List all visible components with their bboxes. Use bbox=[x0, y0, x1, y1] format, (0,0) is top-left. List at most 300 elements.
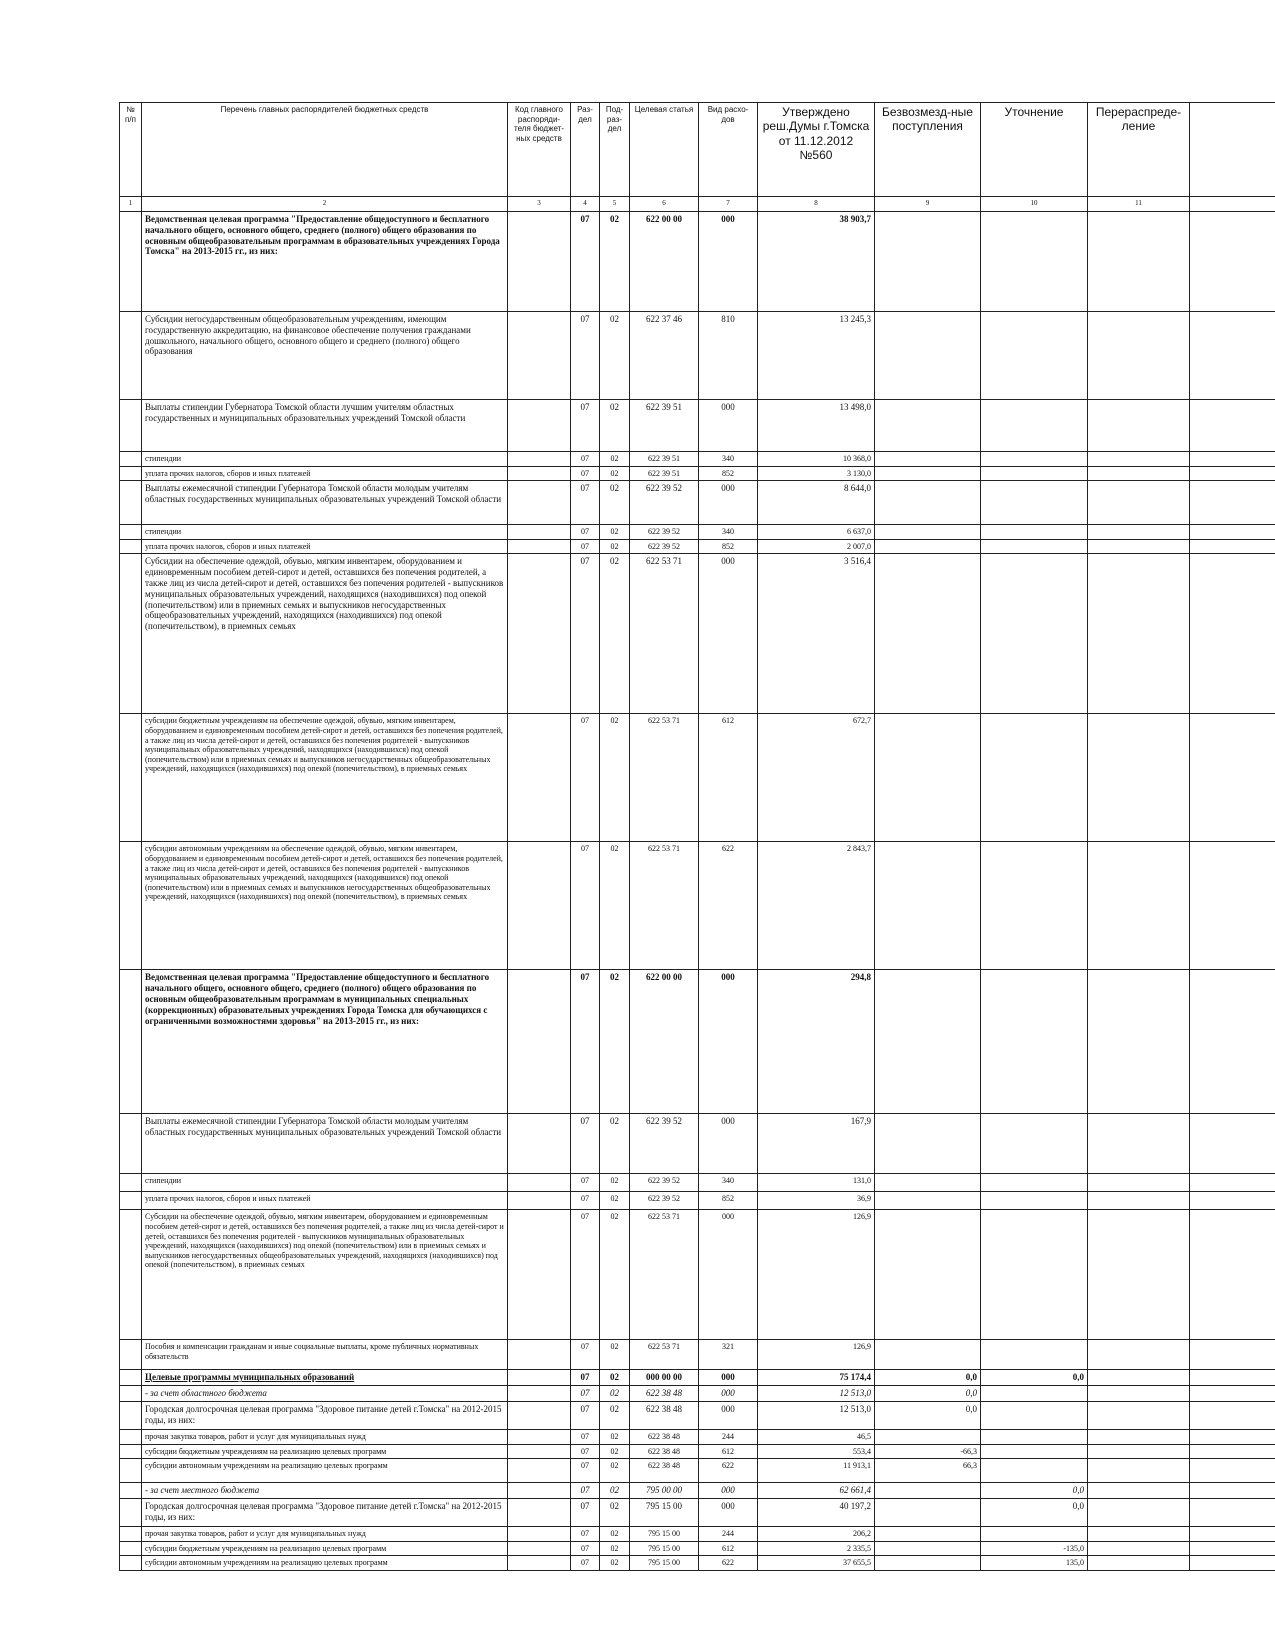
cell-razdel: 07 bbox=[571, 1541, 600, 1556]
col-header-approved: Утверждено реш.Думы г.Томска от 11.12.2012 №560 bbox=[758, 103, 875, 197]
cell-razdel: 07 bbox=[571, 1459, 600, 1483]
cell-number bbox=[120, 1444, 142, 1459]
cell-podrazdel: 02 bbox=[600, 1192, 630, 1210]
cell-realloc bbox=[1088, 1498, 1190, 1526]
cell-podrazdel: 02 bbox=[600, 1483, 630, 1499]
cell-name: прочая закупка товаров, работ и услуг для муниципальных нужд bbox=[142, 1429, 508, 1444]
cell-change bbox=[981, 212, 1088, 312]
table-row bbox=[120, 539, 1275, 554]
cell-change bbox=[981, 1174, 1088, 1192]
table-row bbox=[120, 1210, 1275, 1340]
cell-number bbox=[120, 1526, 142, 1541]
cell-name: Субсидии негосударственным общеобразовательным учреждениям, имеющим государственную аккредитацию, на финансовое обеспечение получения гражданами дошкольного, начального общего, основного общего и среднего (полного) общего образования bbox=[142, 312, 508, 400]
cell-realloc bbox=[1088, 842, 1190, 970]
cell-code bbox=[508, 452, 571, 467]
cell-vid: 622 bbox=[699, 1556, 758, 1571]
table-row bbox=[120, 400, 1275, 452]
cell-podrazdel: 02 bbox=[600, 1340, 630, 1370]
cell-code bbox=[508, 525, 571, 540]
cell-razdel: 07 bbox=[571, 1386, 600, 1402]
cell-statya: 622 39 52 bbox=[630, 1192, 699, 1210]
cell-extra bbox=[1190, 466, 1275, 481]
cell-change bbox=[981, 1192, 1088, 1210]
cell-grants bbox=[875, 1541, 981, 1556]
cell-grants bbox=[875, 525, 981, 540]
cell-vid: 622 bbox=[699, 1459, 758, 1483]
col-number: 3 bbox=[508, 197, 571, 212]
cell-number bbox=[120, 1370, 142, 1386]
cell-extra bbox=[1190, 452, 1275, 467]
cell-change bbox=[981, 842, 1088, 970]
cell-code bbox=[508, 1556, 571, 1571]
cell-number bbox=[120, 312, 142, 400]
cell-podrazdel: 02 bbox=[600, 1210, 630, 1340]
cell-approved: 62 661,4 bbox=[758, 1483, 875, 1499]
cell-razdel: 07 bbox=[571, 539, 600, 554]
cell-change bbox=[981, 1401, 1088, 1429]
cell-name: уплата прочих налогов, сборов и иных платежей bbox=[142, 539, 508, 554]
cell-name: Ведомственная целевая программа "Предоставление общедоступного и бесплатного начального общего, основного общего, среднего (полного) общего образования по основным общеобразовательным программам в муниципальных специальных (коррекционных) образовательных учреждениях Города Томска для обучающихся с ограниченными возможностями здоровья" на 2013-2015 гг., из них: bbox=[142, 970, 508, 1114]
cell-extra bbox=[1190, 714, 1275, 842]
cell-grants bbox=[875, 1174, 981, 1192]
cell-change bbox=[981, 714, 1088, 842]
cell-number bbox=[120, 1401, 142, 1429]
cell-realloc bbox=[1088, 1541, 1190, 1556]
cell-name: Городская долгосрочная целевая программа "Здоровое питание детей г.Томска" на 2012-2015 годы, из них: bbox=[142, 1498, 508, 1526]
table-row bbox=[120, 1370, 1275, 1386]
table-row bbox=[120, 1386, 1275, 1402]
cell-vid: 000 bbox=[699, 1386, 758, 1402]
cell-statya: 795 15 00 bbox=[630, 1498, 699, 1526]
cell-number bbox=[120, 1210, 142, 1340]
cell-razdel: 07 bbox=[571, 466, 600, 481]
cell-statya: 622 39 51 bbox=[630, 400, 699, 452]
col-header-extra bbox=[1190, 103, 1275, 197]
cell-name: субсидии бюджетным учреждениям на обеспечение одеждой, обувью, мягким инвентарем, оборудованием и единовременным пособием детей-сирот и детей, оставшихся без попечения родителей, а также лиц из числа детей-сирот и детей, оставшихся без попечения родителей - выпускников муниципальных образовательных учреждений, находящихся (находившихся) под опекой (попечительством) или в приемных семьях и выпускников негосударственных общеобразовательных учреждений, находящихся (находившихся) под опекой (попечительством), в приемных семьях bbox=[142, 714, 508, 842]
col-header-change: Уточнение bbox=[981, 103, 1088, 197]
cell-extra bbox=[1190, 1340, 1275, 1370]
cell-grants: 0,0 bbox=[875, 1401, 981, 1429]
cell-extra bbox=[1190, 1429, 1275, 1444]
cell-extra bbox=[1190, 554, 1275, 714]
cell-change bbox=[981, 1459, 1088, 1483]
cell-podrazdel: 02 bbox=[600, 539, 630, 554]
table-row bbox=[120, 1114, 1275, 1174]
cell-razdel: 07 bbox=[571, 1429, 600, 1444]
cell-podrazdel: 02 bbox=[600, 714, 630, 842]
cell-statya: 622 39 52 bbox=[630, 481, 699, 525]
cell-vid: 000 bbox=[699, 1498, 758, 1526]
cell-razdel: 07 bbox=[571, 525, 600, 540]
cell-grants: 0,0 bbox=[875, 1370, 981, 1386]
cell-extra bbox=[1190, 970, 1275, 1114]
cell-grants bbox=[875, 452, 981, 467]
cell-grants bbox=[875, 539, 981, 554]
cell-extra bbox=[1190, 1401, 1275, 1429]
cell-name: субсидии бюджетным учреждениям на реализацию целевых программ bbox=[142, 1444, 508, 1459]
cell-realloc bbox=[1088, 481, 1190, 525]
cell-extra bbox=[1190, 842, 1275, 970]
col-header-razdel: Раз-дел bbox=[571, 103, 600, 197]
cell-name: субсидии автономным учреждениям на реализацию целевых программ bbox=[142, 1459, 508, 1483]
cell-statya: 000 00 00 bbox=[630, 1370, 699, 1386]
cell-podrazdel: 02 bbox=[600, 1459, 630, 1483]
cell-code bbox=[508, 1541, 571, 1556]
cell-grants bbox=[875, 1498, 981, 1526]
cell-grants: -66,3 bbox=[875, 1444, 981, 1459]
cell-name: Субсидии на обеспечение одеждой, обувью, мягким инвентарем, оборудованием и единовременным пособием детей-сирот и детей, оставшихся без попечения родителей, а также лиц из числа детей-сирот и детей, оставшихся без попечения родителей - выпускников муниципальных образовательных учреждений, находящихся (находившихся) под опекой (попечительством) или в приемных семьях и выпускников негосударственных общеобразовательных учреждений, находящихся (находившихся) под опекой (попечительством), в приемных семьях bbox=[142, 1210, 508, 1340]
cell-podrazdel: 02 bbox=[600, 1541, 630, 1556]
cell-number bbox=[120, 400, 142, 452]
cell-approved: 12 513,0 bbox=[758, 1401, 875, 1429]
col-number: 5 bbox=[600, 197, 630, 212]
cell-code bbox=[508, 466, 571, 481]
cell-name: Целевые программы муниципальных образований bbox=[142, 1370, 508, 1386]
cell-podrazdel: 02 bbox=[600, 481, 630, 525]
cell-number bbox=[120, 1192, 142, 1210]
cell-realloc bbox=[1088, 212, 1190, 312]
cell-grants bbox=[875, 1192, 981, 1210]
col-number-extra bbox=[1190, 197, 1275, 212]
cell-name: стипендии bbox=[142, 525, 508, 540]
cell-podrazdel: 02 bbox=[600, 970, 630, 1114]
cell-code bbox=[508, 1401, 571, 1429]
cell-grants: 0,0 bbox=[875, 1386, 981, 1402]
cell-realloc bbox=[1088, 452, 1190, 467]
cell-realloc bbox=[1088, 1370, 1190, 1386]
cell-number bbox=[120, 452, 142, 467]
table-row bbox=[120, 1498, 1275, 1526]
cell-vid: 852 bbox=[699, 539, 758, 554]
cell-vid: 244 bbox=[699, 1526, 758, 1541]
cell-grants bbox=[875, 554, 981, 714]
cell-approved: 75 174,4 bbox=[758, 1370, 875, 1386]
cell-name: субсидии бюджетным учреждениям на реализацию целевых программ bbox=[142, 1541, 508, 1556]
cell-approved: 2 007,0 bbox=[758, 539, 875, 554]
cell-razdel: 07 bbox=[571, 452, 600, 467]
cell-approved: 3 516,4 bbox=[758, 554, 875, 714]
cell-change bbox=[981, 1444, 1088, 1459]
cell-change bbox=[981, 525, 1088, 540]
cell-approved: 10 368,0 bbox=[758, 452, 875, 467]
cell-realloc bbox=[1088, 312, 1190, 400]
cell-razdel: 07 bbox=[571, 1556, 600, 1571]
cell-vid: 612 bbox=[699, 1444, 758, 1459]
cell-statya: 622 53 71 bbox=[630, 1210, 699, 1340]
cell-razdel: 07 bbox=[571, 312, 600, 400]
cell-vid: 000 bbox=[699, 1370, 758, 1386]
cell-number bbox=[120, 525, 142, 540]
cell-statya: 622 53 71 bbox=[630, 714, 699, 842]
col-number: 7 bbox=[699, 197, 758, 212]
cell-approved: 126,9 bbox=[758, 1210, 875, 1340]
cell-number bbox=[120, 481, 142, 525]
cell-statya: 622 39 51 bbox=[630, 466, 699, 481]
cell-approved: 11 913,1 bbox=[758, 1459, 875, 1483]
cell-grants bbox=[875, 714, 981, 842]
cell-number bbox=[120, 1498, 142, 1526]
cell-podrazdel: 02 bbox=[600, 1498, 630, 1526]
col-number: 8 bbox=[758, 197, 875, 212]
cell-code bbox=[508, 1192, 571, 1210]
cell-extra bbox=[1190, 481, 1275, 525]
cell-approved: 36,9 bbox=[758, 1192, 875, 1210]
cell-vid: 000 bbox=[699, 1401, 758, 1429]
cell-number bbox=[120, 466, 142, 481]
cell-realloc bbox=[1088, 1459, 1190, 1483]
cell-extra bbox=[1190, 1444, 1275, 1459]
cell-realloc bbox=[1088, 1192, 1190, 1210]
cell-realloc bbox=[1088, 1526, 1190, 1541]
cell-extra bbox=[1190, 1210, 1275, 1340]
cell-code bbox=[508, 1386, 571, 1402]
cell-vid: 622 bbox=[699, 842, 758, 970]
col-number: 4 bbox=[571, 197, 600, 212]
table-row bbox=[120, 842, 1275, 970]
cell-statya: 622 39 52 bbox=[630, 1114, 699, 1174]
cell-grants bbox=[875, 481, 981, 525]
col-header-code: Код главного распоряди-теля бюджет-ных средств bbox=[508, 103, 571, 197]
cell-approved: 206,2 bbox=[758, 1526, 875, 1541]
cell-change: 0,0 bbox=[981, 1483, 1088, 1499]
table-row bbox=[120, 466, 1275, 481]
cell-podrazdel: 02 bbox=[600, 1444, 630, 1459]
cell-realloc bbox=[1088, 1556, 1190, 1571]
cell-change bbox=[981, 1429, 1088, 1444]
cell-razdel: 07 bbox=[571, 554, 600, 714]
cell-vid: 810 bbox=[699, 312, 758, 400]
cell-razdel: 07 bbox=[571, 212, 600, 312]
col-header-name: Перечень главных распорядителей бюджетных средств bbox=[142, 103, 508, 197]
cell-extra bbox=[1190, 400, 1275, 452]
cell-approved: 13 245,3 bbox=[758, 312, 875, 400]
cell-approved: 672,7 bbox=[758, 714, 875, 842]
cell-number bbox=[120, 1174, 142, 1192]
table-row bbox=[120, 1459, 1275, 1483]
table-row bbox=[120, 1526, 1275, 1541]
cell-statya: 795 15 00 bbox=[630, 1526, 699, 1541]
cell-razdel: 07 bbox=[571, 1526, 600, 1541]
cell-code bbox=[508, 970, 571, 1114]
table-row bbox=[120, 554, 1275, 714]
cell-realloc bbox=[1088, 466, 1190, 481]
table-row bbox=[120, 1401, 1275, 1429]
cell-number bbox=[120, 842, 142, 970]
cell-realloc bbox=[1088, 1429, 1190, 1444]
cell-statya: 795 15 00 bbox=[630, 1541, 699, 1556]
cell-realloc bbox=[1088, 554, 1190, 714]
cell-statya: 622 53 71 bbox=[630, 554, 699, 714]
cell-approved: 13 498,0 bbox=[758, 400, 875, 452]
cell-name: Ведомственная целевая программа "Предоставление общедоступного и бесплатного начального общего, основного общего, среднего (полного) общего образования по основным общеобразовательным программам в образовательных учреждениях Города Томска" на 2013-2015 гг., из них: bbox=[142, 212, 508, 312]
cell-razdel: 07 bbox=[571, 1192, 600, 1210]
table-row bbox=[120, 481, 1275, 525]
cell-realloc bbox=[1088, 1401, 1190, 1429]
cell-code bbox=[508, 554, 571, 714]
cell-change bbox=[981, 400, 1088, 452]
column-number-row bbox=[120, 197, 1275, 212]
table-row bbox=[120, 1429, 1275, 1444]
cell-approved: 294,8 bbox=[758, 970, 875, 1114]
cell-extra bbox=[1190, 539, 1275, 554]
cell-name: стипендии bbox=[142, 1174, 508, 1192]
cell-extra bbox=[1190, 1459, 1275, 1483]
table-row bbox=[120, 1174, 1275, 1192]
cell-grants bbox=[875, 1114, 981, 1174]
cell-podrazdel: 02 bbox=[600, 312, 630, 400]
cell-name: уплата прочих налогов, сборов и иных платежей bbox=[142, 1192, 508, 1210]
cell-vid: 244 bbox=[699, 1429, 758, 1444]
table-row bbox=[120, 1556, 1275, 1571]
cell-code bbox=[508, 212, 571, 312]
cell-extra bbox=[1190, 1526, 1275, 1541]
cell-statya: 622 39 52 bbox=[630, 539, 699, 554]
cell-realloc bbox=[1088, 1114, 1190, 1174]
col-header-grants: Безвозмезд-ные поступления bbox=[875, 103, 981, 197]
cell-statya: 622 38 48 bbox=[630, 1386, 699, 1402]
cell-approved: 131,0 bbox=[758, 1174, 875, 1192]
col-header-statya: Целевая статья bbox=[630, 103, 699, 197]
cell-statya: 795 15 00 bbox=[630, 1556, 699, 1571]
cell-name: Субсидии на обеспечение одеждой, обувью, мягким инвентарем, оборудованием и единовременным пособием детей-сирот и детей, оставшихся без попечения родителей, а также лиц из числа детей-сирот и детей, оставшихся без попечения родителей - выпускников муниципальных образовательных учреждений, находящихся (находившихся) под опекой (попечительством) или в приемных семьях и выпускников негосударственных общеобразовательных учреждений, находящихся (находившихся) под опекой (попечительством), в приемных семьях bbox=[142, 554, 508, 714]
cell-grants bbox=[875, 1483, 981, 1499]
cell-statya: 622 39 52 bbox=[630, 525, 699, 540]
cell-change bbox=[981, 1386, 1088, 1402]
cell-razdel: 07 bbox=[571, 1114, 600, 1174]
cell-approved: 46,5 bbox=[758, 1429, 875, 1444]
cell-vid: 612 bbox=[699, 714, 758, 842]
cell-vid: 612 bbox=[699, 1541, 758, 1556]
cell-razdel: 07 bbox=[571, 1444, 600, 1459]
col-number: 2 bbox=[142, 197, 508, 212]
cell-number bbox=[120, 970, 142, 1114]
cell-change: 0,0 bbox=[981, 1498, 1088, 1526]
cell-change bbox=[981, 312, 1088, 400]
cell-code bbox=[508, 842, 571, 970]
cell-statya: 622 38 48 bbox=[630, 1444, 699, 1459]
cell-realloc bbox=[1088, 539, 1190, 554]
col-number: 10 bbox=[981, 197, 1088, 212]
cell-extra bbox=[1190, 1386, 1275, 1402]
cell-number bbox=[120, 1459, 142, 1483]
cell-realloc bbox=[1088, 400, 1190, 452]
cell-statya: 622 00 00 bbox=[630, 970, 699, 1114]
table-row bbox=[120, 1483, 1275, 1499]
cell-code bbox=[508, 1370, 571, 1386]
cell-razdel: 07 bbox=[571, 1174, 600, 1192]
cell-realloc bbox=[1088, 714, 1190, 842]
cell-grants bbox=[875, 1340, 981, 1370]
budget-table bbox=[119, 102, 1275, 1571]
cell-code bbox=[508, 1483, 571, 1499]
cell-vid: 000 bbox=[699, 400, 758, 452]
cell-code bbox=[508, 1459, 571, 1483]
cell-podrazdel: 02 bbox=[600, 1429, 630, 1444]
cell-number bbox=[120, 1114, 142, 1174]
cell-extra bbox=[1190, 1174, 1275, 1192]
cell-vid: 852 bbox=[699, 1192, 758, 1210]
table-row bbox=[120, 525, 1275, 540]
cell-realloc bbox=[1088, 1444, 1190, 1459]
cell-grants bbox=[875, 466, 981, 481]
cell-change bbox=[981, 1340, 1088, 1370]
cell-statya: 622 00 00 bbox=[630, 212, 699, 312]
cell-realloc bbox=[1088, 1174, 1190, 1192]
cell-number bbox=[120, 1483, 142, 1499]
cell-approved: 126,9 bbox=[758, 1340, 875, 1370]
cell-change bbox=[981, 466, 1088, 481]
cell-grants bbox=[875, 312, 981, 400]
cell-statya: 622 53 71 bbox=[630, 1340, 699, 1370]
table-row bbox=[120, 1340, 1275, 1370]
cell-approved: 8 644,0 bbox=[758, 481, 875, 525]
cell-podrazdel: 02 bbox=[600, 1174, 630, 1192]
cell-name: - за счет местного бюджета bbox=[142, 1483, 508, 1499]
cell-number bbox=[120, 714, 142, 842]
col-number: 6 bbox=[630, 197, 699, 212]
cell-approved: 553,4 bbox=[758, 1444, 875, 1459]
table-row bbox=[120, 1541, 1275, 1556]
cell-approved: 12 513,0 bbox=[758, 1386, 875, 1402]
cell-code bbox=[508, 481, 571, 525]
cell-change bbox=[981, 452, 1088, 467]
cell-name: уплата прочих налогов, сборов и иных платежей bbox=[142, 466, 508, 481]
cell-podrazdel: 02 bbox=[600, 525, 630, 540]
cell-extra bbox=[1190, 1556, 1275, 1571]
cell-change bbox=[981, 481, 1088, 525]
cell-approved: 37 655,5 bbox=[758, 1556, 875, 1571]
cell-razdel: 07 bbox=[571, 481, 600, 525]
cell-razdel: 07 bbox=[571, 970, 600, 1114]
cell-podrazdel: 02 bbox=[600, 1556, 630, 1571]
cell-razdel: 07 bbox=[571, 1340, 600, 1370]
cell-approved: 40 197,2 bbox=[758, 1498, 875, 1526]
cell-podrazdel: 02 bbox=[600, 1114, 630, 1174]
cell-podrazdel: 02 bbox=[600, 212, 630, 312]
cell-realloc bbox=[1088, 970, 1190, 1114]
cell-change bbox=[981, 970, 1088, 1114]
cell-statya: 622 37 46 bbox=[630, 312, 699, 400]
col-header-podrazdel: Под-раз-дел bbox=[600, 103, 630, 197]
cell-razdel: 07 bbox=[571, 1401, 600, 1429]
cell-statya: 622 53 71 bbox=[630, 842, 699, 970]
cell-podrazdel: 02 bbox=[600, 466, 630, 481]
cell-vid: 852 bbox=[699, 466, 758, 481]
cell-name: субсидии автономным учреждениям на реализацию целевых программ bbox=[142, 1556, 508, 1571]
cell-name: Выплаты ежемесячной стипендии Губернатора Томской области молодым учителям областных государственных муниципальных образовательных учреждений Томской области bbox=[142, 481, 508, 525]
cell-razdel: 07 bbox=[571, 400, 600, 452]
col-number: 1 bbox=[120, 197, 142, 212]
table-row bbox=[120, 1192, 1275, 1210]
cell-statya: 795 00 00 bbox=[630, 1483, 699, 1499]
cell-realloc bbox=[1088, 1483, 1190, 1499]
cell-approved: 38 903,7 bbox=[758, 212, 875, 312]
cell-grants bbox=[875, 1210, 981, 1340]
cell-change bbox=[981, 539, 1088, 554]
cell-extra bbox=[1190, 1541, 1275, 1556]
cell-grants bbox=[875, 212, 981, 312]
cell-grants bbox=[875, 400, 981, 452]
cell-name: Пособия и компенсации гражданам и иные социальные выплаты, кроме публичных нормативных обязательств bbox=[142, 1340, 508, 1370]
cell-code bbox=[508, 1498, 571, 1526]
cell-number bbox=[120, 554, 142, 714]
cell-vid: 340 bbox=[699, 1174, 758, 1192]
cell-grants bbox=[875, 842, 981, 970]
cell-code bbox=[508, 400, 571, 452]
cell-podrazdel: 02 bbox=[600, 1526, 630, 1541]
col-header-vid: Вид расхо-дов bbox=[699, 103, 758, 197]
cell-grants bbox=[875, 1526, 981, 1541]
